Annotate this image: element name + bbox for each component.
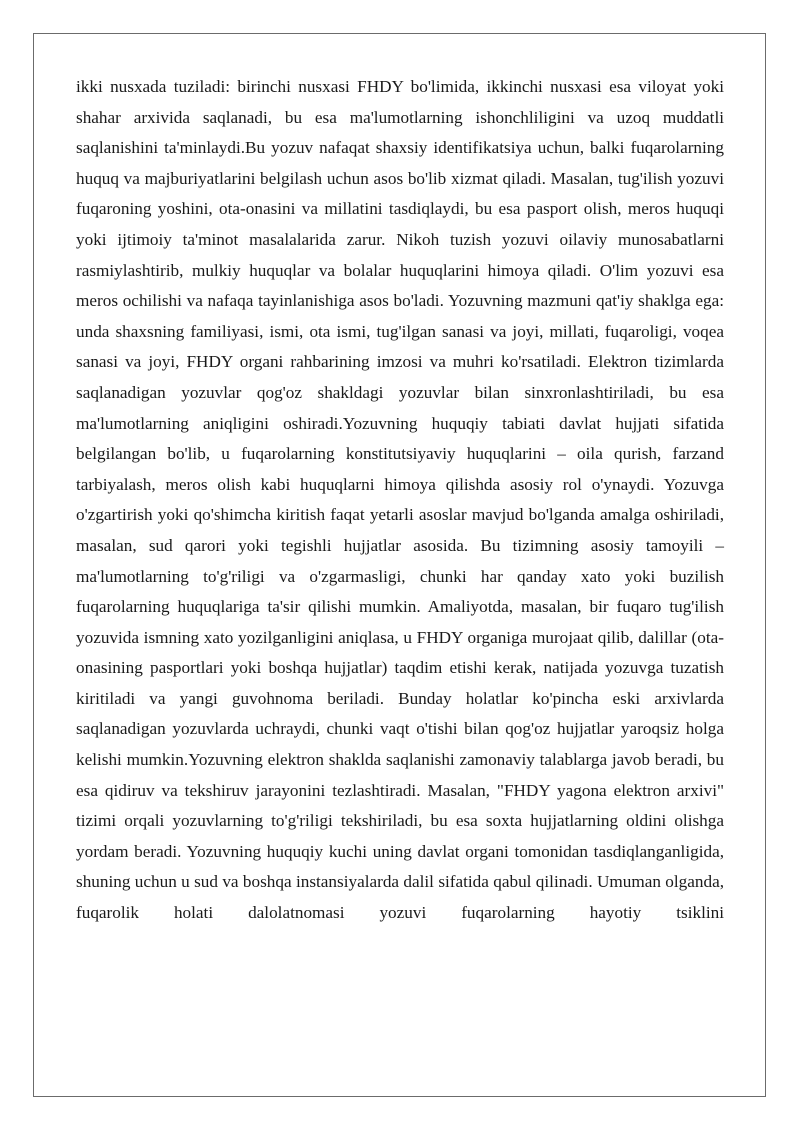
body-paragraph: ikki nusxada tuziladi: birinchi nusxasi FHDY bo'limida, ikkinchi nusxasi esa viloyat yoki shahar arxivida saqlanadi, bu esa ma'lumotlarning ishonchliligini va uzoq muddatli saqlanishini ta'minlaydi.Bu yozuv nafaqat shaxsiy identifikatsiya uchun, balki fuqarolarning huquq va majburiyatlarini belgilash uchun asos bo'lib xizmat qiladi. Masalan, tug'ilish yozuvi fuqaroning yoshini, ota-onasini va millatini tasdiqlaydi, bu esa pasport olish, meros huquqi yoki ijtimoiy ta'minot masalalarida zarur. Nikoh tuzish yozuvi oilaviy munosabatlarni rasmiylashtirib, mulkiy huquqlar va bolalar huquqlarini himoya qiladi. O'lim yozuvi esa meros ochilishi va nafaqa tayinlanishiga asos bo'ladi. Yozuvning mazmuni qat'iy shaklga ega: unda shaxsning familiyasi, ismi, ota ismi, tug'ilgan sanasi va joyi, millati, fuqaroligi, voqea sanasi va joyi, FHDY organi rahbarining imzosi va muhri ko'rsatiladi. Elektron tizimlarda saqlanadigan yozuvlar qog'oz shakldagi yozuvlar bilan sinxronlashtiriladi, bu esa ma'lumotlarning aniqligini oshiradi.Yozuvning huquqiy tabiati davlat hujjati sifatida belgilangan bo'lib, u fuqarolarning konstitutsiyaviy huquqlarini – oila qurish, farzand tarbiyalash, meros olish kabi huquqlarni himoya qilishda asosiy rol o'ynaydi. Yozuvga o'zgartirish yoki qo'shimcha kiritish faqat yetarli asoslar mavjud bo'lganda amalga oshiriladi, masalan, sud qarori yoki tegishli hujjatlar asosida. Bu tizimning asosiy tamoyili – ma'lumotlarning to'g'riligi va o'zgarmasligi, chunki har qanday xato yoki buzilish fuqarolarning huquqlariga ta'sir qilishi mumkin. Amaliyotda, masalan, bir fuqaro tug'ilish yozuvida ismning xato yozilganligini aniqlasa, u FHDY organiga murojaat qilib, dalillar (ota-onasining pasportlari yoki boshqa hujjatlar) taqdim etishi kerak, natijada yozuvga tuzatish kiritiladi va yangi guvohnoma beriladi. Bunday holatlar ko'pincha eski arxivlarda saqlanadigan yozuvlarda uchraydi, chunki vaqt o'tishi bilan qog'oz hujjatlar yaroqsiz holga kelishi mumkin.Yozuvning elektron shaklda saqlanishi zamonaviy talablarga javob beradi, bu esa qidiruv va tekshiruv jarayonini tezlashtiradi. Masalan, "FHDY yagona elektron arxivi" tizimi orqali yozuvlarning to'g'riligi tekshiriladi, bu esa soxta hujjatlarning oldini olishga yordam beradi. Yozuvning huquqiy kuchi uning davlat organi tomonidan tasdiqlanganligida, shuning uchun u sud va boshqa instansiyalarda dalil sifatida qabul qilinadi. Umuman olganda, fuqarolik holati dalolatnomasi yozuvi fuqarolarning hayotiy tsiklini: [76, 77, 724, 923]
